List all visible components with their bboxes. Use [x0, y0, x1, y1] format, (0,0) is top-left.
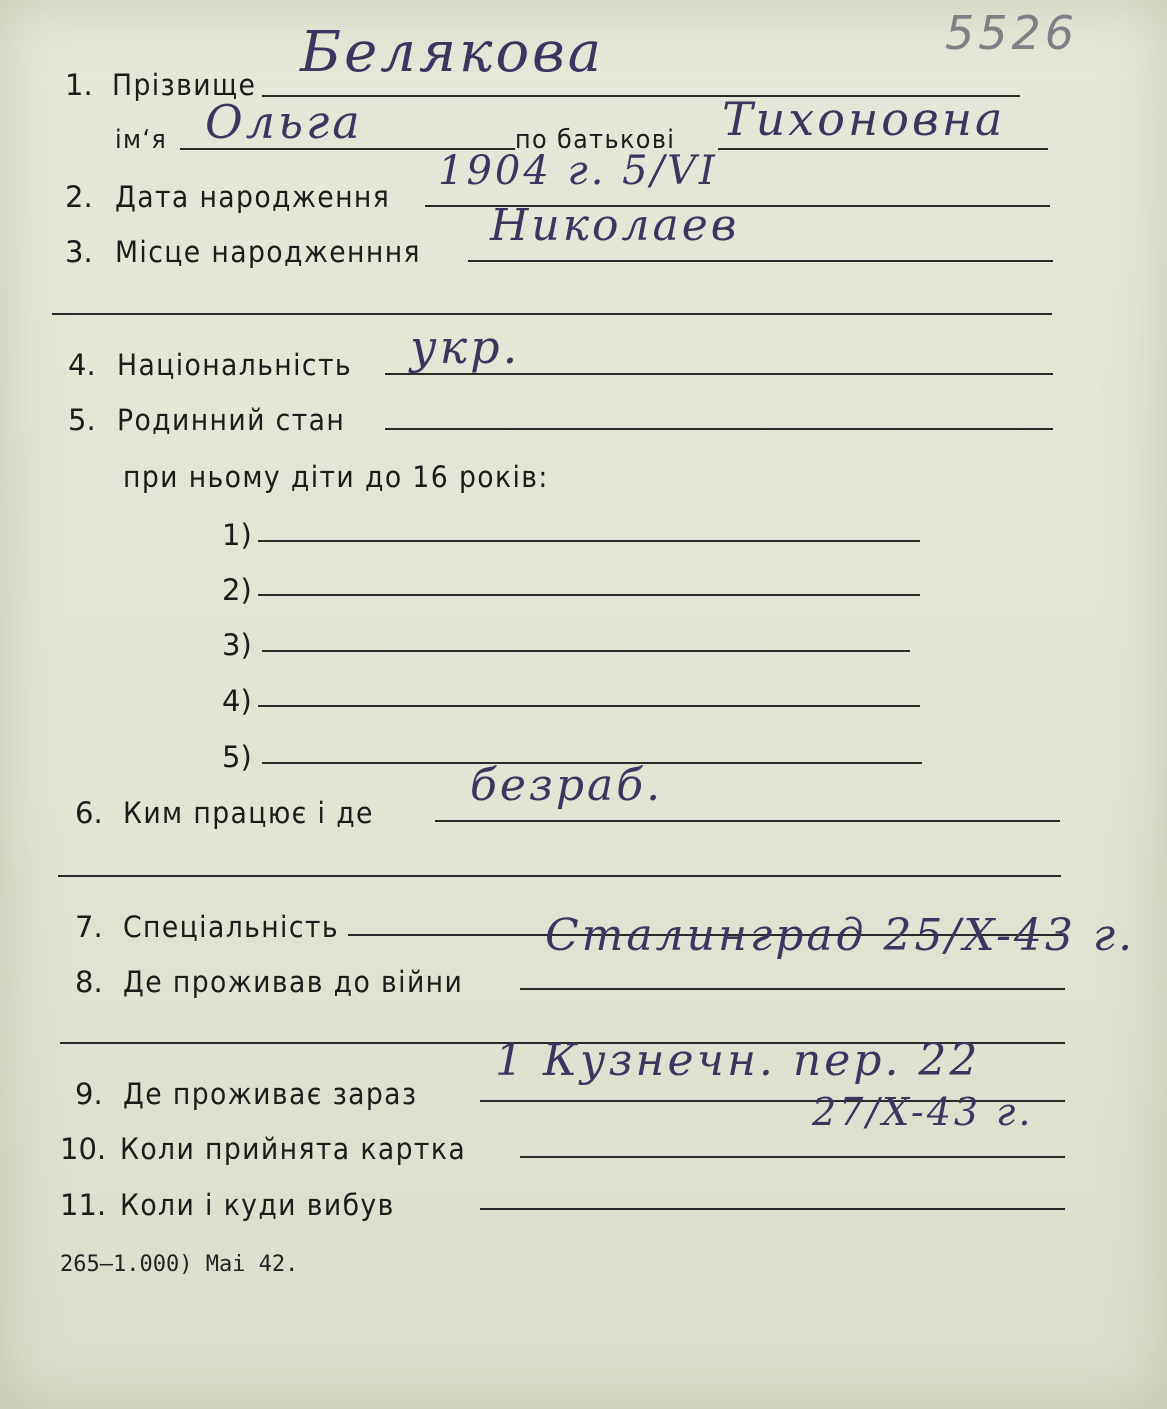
child-4-line: [258, 705, 920, 707]
nationality-value[interactable]: укр.: [410, 320, 521, 374]
birth-place-line: [468, 260, 1053, 262]
child-1-number: 1): [222, 518, 252, 552]
occupation-line: [435, 820, 1060, 822]
prewar-residence-value[interactable]: Сталинград 25/X-43 г.: [545, 910, 1136, 961]
child-1-line: [258, 540, 920, 542]
field-10-number: 10.: [60, 1132, 107, 1166]
child-5-number: 5): [222, 740, 252, 774]
surname-value[interactable]: Белякова: [300, 20, 605, 85]
occupation-line-2: [58, 875, 1061, 877]
name-label: ім‘я: [115, 125, 168, 155]
child-2-line: [258, 594, 920, 596]
field-5-number: 5.: [68, 403, 96, 437]
child-3-number: 3): [222, 628, 252, 662]
child-4-number: 4): [222, 684, 252, 718]
children-label: при ньому діти до 16 років:: [123, 460, 549, 494]
birth-place-value[interactable]: Николаев: [490, 200, 740, 251]
birth-date-label: Дата народження: [115, 180, 391, 214]
patronymic-line: [718, 148, 1048, 150]
departure-label: Коли і куди вибув: [120, 1188, 395, 1222]
birth-place-label: Місце народженння: [115, 235, 421, 269]
print-code-footer: 265—1.000) Mai 42.: [60, 1252, 299, 1277]
birth-place-line-2: [52, 313, 1052, 315]
field-2-number: 2.: [65, 180, 93, 214]
surname-label: Прізвище: [112, 68, 257, 102]
patronymic-value[interactable]: Тихоновна: [722, 92, 1006, 146]
current-residence-value[interactable]: 1 Кузнечн. пер. 22: [495, 1035, 981, 1086]
prewar-residence-line: [520, 988, 1065, 990]
marital-status-label: Родинний стан: [117, 403, 346, 437]
occupation-label: Ким працює і де: [123, 796, 374, 830]
card-accepted-value[interactable]: 27/X-43 г.: [812, 1090, 1034, 1134]
field-1-number: 1.: [65, 68, 93, 102]
marital-status-line: [385, 428, 1053, 430]
child-3-line: [262, 650, 910, 652]
current-residence-label: Де проживає зараз: [123, 1077, 418, 1111]
field-6-number: 6.: [75, 796, 103, 830]
field-9-number: 9.: [75, 1077, 103, 1111]
occupation-value[interactable]: безраб.: [470, 760, 664, 811]
first-name-value[interactable]: Ольга: [205, 95, 363, 149]
birth-date-value[interactable]: 1904 г. 5/VI: [438, 148, 718, 194]
field-4-number: 4.: [68, 348, 96, 382]
prewar-residence-label: Де проживав до війни: [123, 965, 464, 999]
child-2-number: 2): [222, 573, 252, 607]
field-8-number: 8.: [75, 965, 103, 999]
nationality-label: Національність: [117, 348, 352, 382]
field-11-number: 11.: [60, 1188, 107, 1222]
speciality-label: Спеціальність: [123, 910, 339, 944]
archive-number: 5526: [945, 6, 1079, 60]
departure-line: [480, 1208, 1065, 1210]
card-accepted-line: [520, 1156, 1065, 1158]
field-3-number: 3.: [65, 235, 93, 269]
field-7-number: 7.: [75, 910, 103, 944]
card-accepted-label: Коли прийнята картка: [120, 1132, 467, 1166]
patronymic-label: по батькові: [515, 125, 676, 155]
